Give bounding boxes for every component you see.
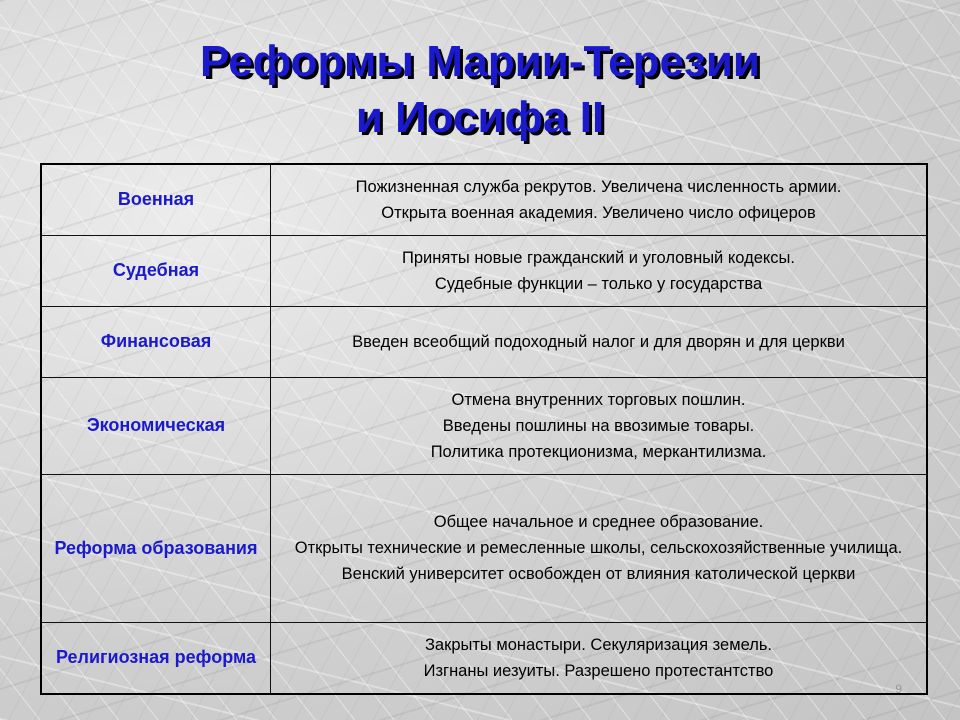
- description-cell: [271, 622, 928, 694]
- description-item: Судебные функции – только у государства: [434, 274, 763, 293]
- table-row: [41, 622, 927, 694]
- category-cell: Финансовая: [41, 306, 271, 377]
- description-cell: [271, 164, 928, 235]
- table-row: [41, 377, 927, 474]
- description-cell: [271, 474, 928, 622]
- description-cell: [271, 306, 928, 377]
- table-row: [41, 164, 927, 235]
- description-item: Общее начальное и среднее образование.: [433, 513, 764, 531]
- description-cell: [271, 377, 928, 474]
- description-item: Введены пошлины на ввозимые товары.: [442, 416, 755, 435]
- slide-title-line-1: Реформы Марии-Терезии: [200, 37, 760, 86]
- reforms-table: [40, 163, 928, 695]
- description-item: Пожизненная служба рекрутов. Увеличена численность армии.: [355, 177, 842, 196]
- table-row: [41, 474, 927, 622]
- description-item: Отмена внутренних торговых пошлин.: [451, 390, 746, 409]
- category-cell: Военная: [41, 164, 271, 235]
- description-item: Политика протекционизма, меркантилизма.: [430, 442, 767, 461]
- table-row: [41, 306, 927, 377]
- slide-title: [0, 34, 960, 146]
- description-item: Введен всеобщий подоходный налог и для дворян и для церкви: [352, 332, 845, 351]
- page-number: 9: [895, 682, 902, 696]
- description-item: Приняты новые гражданский и уголовный кодексы.: [402, 248, 795, 267]
- table-row: [41, 235, 927, 306]
- category-cell: Судебная: [41, 235, 271, 306]
- description-item: Открыта военная академия. Увеличено число офицеров: [381, 203, 816, 222]
- description-item: Изгнаны иезуиты. Разрешено протестантство: [423, 661, 774, 680]
- category-cell: Реформа образования: [41, 474, 271, 622]
- slide-title-line-2: и Иосифа II: [355, 93, 605, 142]
- description-item: Закрыты монастыри. Секуляризация земель.: [424, 635, 773, 654]
- category-cell: Религиозная реформа: [41, 622, 271, 694]
- description-item: Открыты технические и ремесленные школы, сельскохозяйственные училища.: [294, 539, 903, 557]
- category-cell: Экономическая: [41, 377, 271, 474]
- description-cell: [271, 235, 928, 306]
- description-item: Венский университет освобожден от влияния католической церкви: [341, 565, 856, 583]
